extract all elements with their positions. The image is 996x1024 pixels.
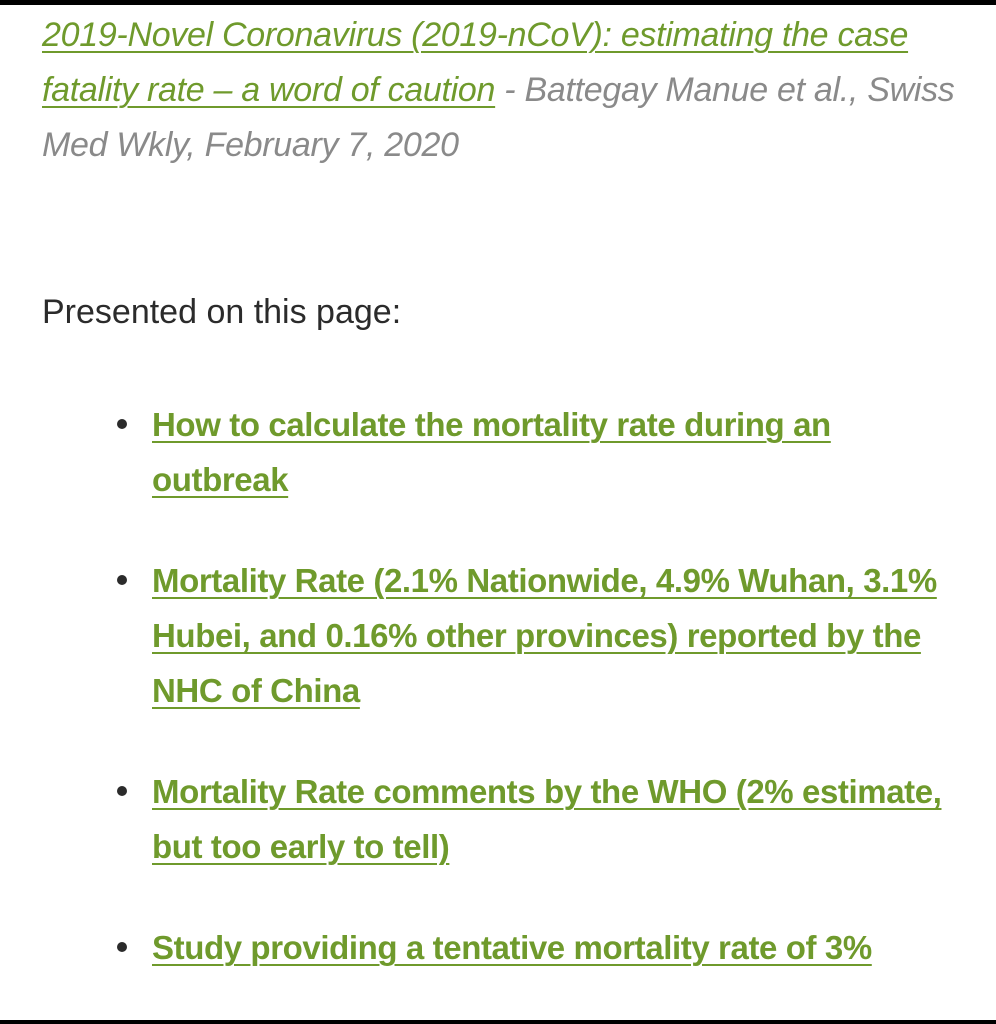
presented-heading: Presented on this page: (42, 293, 402, 331)
bullet-icon (117, 942, 127, 952)
list-item (0, 553, 996, 718)
citation-link[interactable]: 2019-Novel Coronavirus (2019-nCoV): estimating the case fatality rate – a word of caution (42, 16, 909, 109)
list-item (0, 920, 996, 975)
toc-link-calculate-mortality[interactable]: How to calculate the mortality rate during an outbreak (152, 406, 831, 498)
citation (42, 8, 962, 173)
list-item (0, 397, 996, 507)
list-item (0, 764, 996, 874)
toc-link-who-comments[interactable]: Mortality Rate comments by the WHO (2% estimate, but too early to tell) (152, 773, 942, 865)
bullet-icon (117, 575, 127, 585)
citation-source: - Battegay Manue et al., Swiss Med Wkly, February 7, 2020 (42, 71, 955, 164)
table-of-contents (0, 397, 996, 1021)
bullet-icon (117, 419, 127, 429)
toc-link-nhc-mortality-rate[interactable]: Mortality Rate (2.1% Nationwide, 4.9% Wuhan, 3.1% Hubei, and 0.16% other provinces) reported by the NHC of China (152, 562, 937, 709)
toc-link-tentative-study[interactable]: Study providing a tentative mortality rate of 3% (152, 929, 872, 966)
bullet-icon (117, 786, 127, 796)
